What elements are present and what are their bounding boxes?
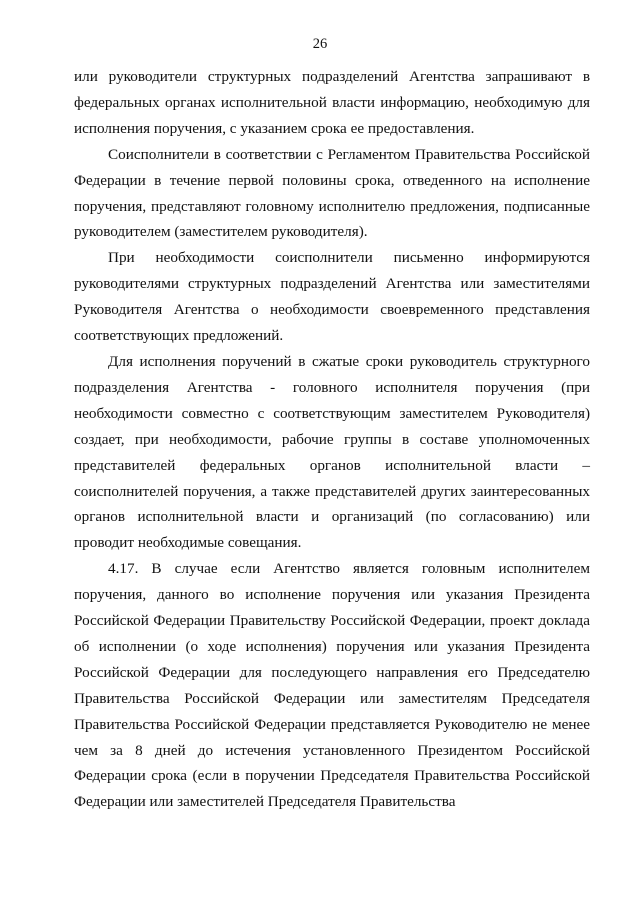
page-number: 26 (312, 36, 328, 52)
paragraph-working-groups: Для исполнения поручений в сжатые сроки руководитель структурного подразделения Агентства - головного исполнителя поручения (при необходимости совместно с соответствующим заместителем Руководителя) создает, при необходимости, рабочие группы в составе уполномоченных представителей федеральных органов исполнительной власти – соисполнителей поручения, а также представителей других заинтересованных органов исполнительной власти и организаций (по согласованию) или проводит необходимые совещания. (74, 352, 590, 552)
paragraph-continuation: или руководители структурных подразделений Агентства запрашивают в федеральных органах исполнительной власти информацию, необходимую для исполнения поручения, с указанием срока ее предоставления. (74, 68, 590, 137)
paragraph-coexecutors: Соисполнители в соответствии с Регламентом Правительства Российской Федерации в течение первой половины срока, отведенного на исполнение поручения, представляют головному исполнителю предложения, подписанные руководителем (заместителем руководителя). (74, 145, 590, 241)
paragraph-notification: При необходимости соисполнители письменно информируются руководителями структурных подразделений Агентства или заместителями Руководителя Агентства о необходимости своевременного представления соответствующих предложений. (74, 249, 590, 345)
body-text (74, 64, 590, 815)
paragraph-section-4-17: 4.17. В случае если Агентство является головным исполнителем поручения, данного во исполнение поручения или указания Президента Российской Федерации Правительству Российской Федерации, проект доклада об исполнении (о ходе исполнения) поручения или указания Президента Российской Федерации для последующего направления его Председателю Правительства Российской Федерации или заместителям Председателя Правительства Российской Федерации представляется Руководителю не менее чем за 8 дней до истечения установленного Президентом Российской Федерации срока (если в поручении Председателя Правительства Российской Федерации или заместителей Председателя Правительства (74, 560, 590, 811)
